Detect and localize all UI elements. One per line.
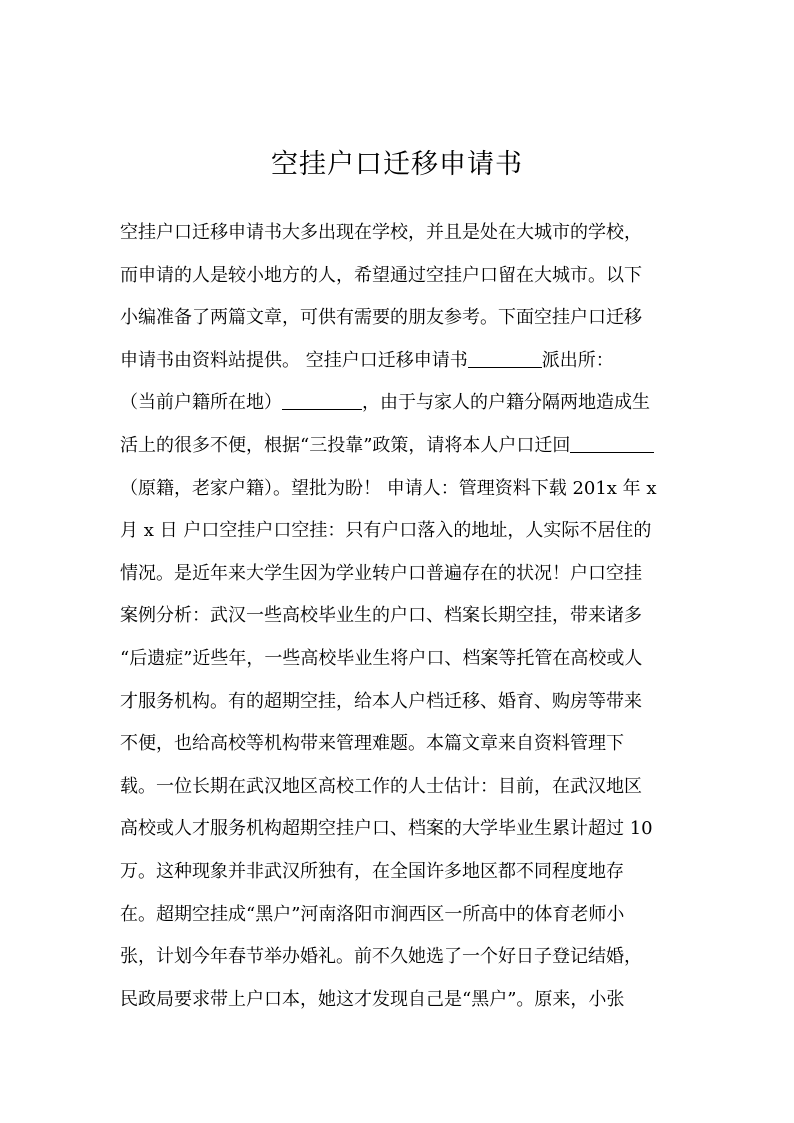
- body-line: 案例分析：武汉一些高校毕业生的户口、档案长期空挂，带来诸多: [120, 605, 642, 627]
- body-line: 小编准备了两篇文章，可供有需要的朋友参考。下面空挂户口迁移: [120, 307, 642, 329]
- body-line: 高校或人才服务机构超期空挂户口、档案的大学毕业生累计超过 10: [120, 818, 653, 840]
- body-line: 情况。是近年来大学生因为学业转户口普遍存在的状况！户口空挂: [120, 562, 642, 584]
- body-line: （原籍，老家户籍）。望批为盼！ 申请人：管理资料下载 201x 年 x: [120, 477, 657, 499]
- body-line: 在。超期空挂成“黑户”河南洛阳市涧西区一所高中的体育老师小: [120, 903, 625, 925]
- document-title: 空挂户口迁移申请书: [271, 149, 523, 180]
- body-line: 万。这种现象并非武汉所独有，在全国许多地区都不同程度地存: [120, 860, 624, 882]
- body-line: 空挂户口迁移申请书大多出现在学校，并且是处在大城市的学校，: [120, 222, 642, 243]
- fill-in-blank-hometown: [570, 434, 654, 453]
- body-line: 民政局要求带上户口本，她这才发现自己是“黑户”。原来，小张: [120, 988, 625, 1010]
- body-line: [120, 382, 680, 425]
- body-text-segment: （当前户籍所在地）: [120, 392, 282, 414]
- fill-in-blank-current-residence: [282, 391, 362, 410]
- body-line: [120, 340, 680, 383]
- body-line: 而申请的人是较小地方的人，希望通过空挂户口留在大城市。以下: [120, 264, 642, 286]
- body-text-segment: 申请书由资料站提供。 空挂户口迁移申请书: [120, 349, 468, 371]
- body-text-segment: 活上的很多不便，根据“三投靠”政策，请将本人户口迁回: [120, 434, 571, 456]
- body-line: 才服务机构。有的超期空挂，给本人户档迁移、婚育、购房等带来: [120, 690, 642, 712]
- body-line: 张，计划今年春节举办婚礼。前不久她选了一个好日子登记结婚，: [120, 946, 642, 968]
- body-line: 不便，也给高校等机构带来管理难题。本篇文章来自资料管理下: [120, 733, 624, 755]
- body-line: 载。一位长期在武汉地区高校工作的人士估计：目前，在武汉地区: [120, 775, 642, 797]
- body-text-segment: 派出所：: [541, 349, 614, 371]
- body-text-segment: ，由于与家人的户籍分隔两地造成生: [362, 392, 650, 414]
- fill-in-blank-police-station: [468, 349, 542, 368]
- body-line: “后遗症”近些年，一些高校毕业生将户口、档案等托管在高校或人: [120, 647, 643, 669]
- body-line: 月 x 日 户口空挂户口空挂：只有户口落入的地址，人实际不居住的: [120, 520, 652, 542]
- body-line: [120, 425, 680, 468]
- document-body: [120, 212, 680, 1021]
